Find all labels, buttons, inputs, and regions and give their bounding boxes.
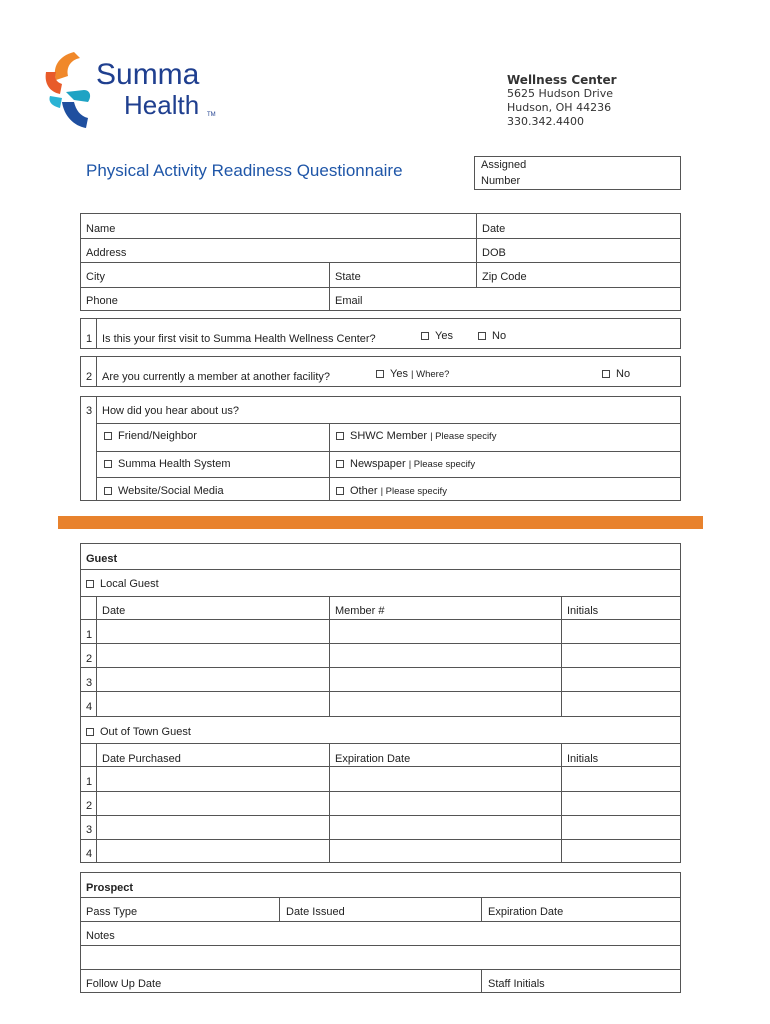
checkbox-icon[interactable] xyxy=(104,487,112,495)
center-name: Wellness Center xyxy=(507,73,617,87)
q3-other-option[interactable] xyxy=(336,485,447,497)
assigned-label-2: Number xyxy=(481,175,521,187)
out-of-town-label: Out of Town Guest xyxy=(100,726,191,738)
logo-tm: TM xyxy=(207,112,216,118)
logo-mark-icon xyxy=(44,50,96,130)
page-title: Physical Activity Readiness Questionnaire xyxy=(86,161,403,180)
out-col-date-purchased: Date Purchased xyxy=(102,753,181,765)
checkbox-icon[interactable] xyxy=(602,370,610,378)
center-phone: 330.342.4400 xyxy=(507,115,584,128)
checkbox-icon[interactable] xyxy=(86,728,94,736)
q3-member-note: | Please specify xyxy=(430,431,497,442)
q2-yes-option[interactable] xyxy=(376,368,449,380)
logo-text-health: Health xyxy=(124,90,200,120)
q1-yes-option[interactable] xyxy=(421,330,453,342)
follow-up-date-field[interactable]: Follow Up Date xyxy=(86,978,162,990)
local-row-4: 4 xyxy=(86,701,93,713)
checkbox-icon[interactable] xyxy=(421,332,429,340)
local-col-initials: Initials xyxy=(567,605,599,617)
date-issued-field[interactable]: Date Issued xyxy=(286,906,345,918)
local-guest-label: Local Guest xyxy=(100,578,159,590)
state-field[interactable]: State xyxy=(335,271,361,283)
zip-field[interactable]: Zip Code xyxy=(482,271,527,283)
address-line1: 5625 Hudson Drive xyxy=(507,87,613,100)
city-field[interactable]: City xyxy=(86,271,105,283)
pass-type-field[interactable]: Pass Type xyxy=(86,906,138,918)
section-divider xyxy=(58,516,703,529)
date-field[interactable]: Date xyxy=(482,223,506,235)
notes-field[interactable]: Notes xyxy=(86,930,115,942)
summa-health-logo xyxy=(44,50,224,132)
checkbox-icon[interactable] xyxy=(336,460,344,468)
dob-field[interactable]: DOB xyxy=(482,247,506,259)
out-row-1: 1 xyxy=(86,776,93,788)
q2-no-label: No xyxy=(616,368,631,380)
q3-system-label: Summa Health System xyxy=(118,458,231,470)
local-guest-option[interactable] xyxy=(86,578,159,590)
q3-newspaper-note: | Please specify xyxy=(408,459,476,470)
q1-no-option[interactable] xyxy=(478,330,506,342)
checkbox-icon[interactable] xyxy=(376,370,384,378)
assigned-label-1: Assigned xyxy=(481,159,527,171)
staff-initials-field[interactable]: Staff Initials xyxy=(488,978,545,990)
phone-field[interactable]: Phone xyxy=(86,295,118,307)
q3-member-label: SHWC Member xyxy=(350,430,428,442)
expiration-date-field[interactable]: Expiration Date xyxy=(488,906,564,918)
q2-where-label: | Where? xyxy=(411,369,450,380)
name-field[interactable]: Name xyxy=(86,223,116,235)
question-3-number: 3 xyxy=(86,405,93,417)
local-row-3: 3 xyxy=(86,677,93,689)
out-row-2: 2 xyxy=(86,800,93,812)
q2-no-option[interactable] xyxy=(602,368,630,380)
q3-website-label: Website/Social Media xyxy=(118,485,224,497)
q3-newspaper-label: Newspaper xyxy=(350,458,406,470)
out-of-town-option[interactable] xyxy=(86,726,191,738)
out-col-expiration: Expiration Date xyxy=(335,753,411,765)
center-address xyxy=(507,73,617,129)
address-field[interactable]: Address xyxy=(86,247,127,259)
question-3-text: How did you hear about us? xyxy=(102,405,239,417)
local-row-2: 2 xyxy=(86,653,93,665)
checkbox-icon[interactable] xyxy=(104,432,112,440)
local-col-date: Date xyxy=(102,605,126,617)
prospect-table xyxy=(80,872,681,993)
checkbox-icon[interactable] xyxy=(336,487,344,495)
q3-system-option[interactable] xyxy=(104,458,230,470)
q2-yes-label: Yes xyxy=(390,368,408,380)
out-row-3: 3 xyxy=(86,824,93,836)
prospect-section-title: Prospect xyxy=(86,882,134,894)
logo-text-summa: Summa xyxy=(96,58,200,91)
checkbox-icon[interactable] xyxy=(336,432,344,440)
checkbox-icon[interactable] xyxy=(104,460,112,468)
question-1-text: Is this your first visit to Summa Health Wellness Center? xyxy=(102,333,376,345)
out-col-initials: Initials xyxy=(567,753,599,765)
out-row-4: 4 xyxy=(86,848,93,860)
q3-other-label: Other xyxy=(350,485,378,497)
checkbox-icon[interactable] xyxy=(86,580,94,588)
q1-no-label: No xyxy=(492,330,507,342)
checkbox-icon[interactable] xyxy=(478,332,486,340)
question-1-number: 1 xyxy=(86,333,93,345)
local-col-member: Member # xyxy=(335,605,385,617)
q3-newspaper-option[interactable] xyxy=(336,458,475,470)
q3-friend-option[interactable] xyxy=(104,430,197,442)
q3-friend-label: Friend/Neighbor xyxy=(118,430,197,442)
address-line2: Hudson, OH 44236 xyxy=(507,101,612,114)
local-row-1: 1 xyxy=(86,629,93,641)
question-2-number: 2 xyxy=(86,371,93,383)
q3-website-option[interactable] xyxy=(104,485,224,497)
question-2-text: Are you currently a member at another facility? xyxy=(102,371,331,383)
q3-other-note: | Please specify xyxy=(380,486,447,497)
q1-yes-label: Yes xyxy=(435,330,453,342)
guest-section-title: Guest xyxy=(86,553,118,565)
q3-member-option[interactable] xyxy=(336,430,496,442)
email-field[interactable]: Email xyxy=(335,295,363,307)
